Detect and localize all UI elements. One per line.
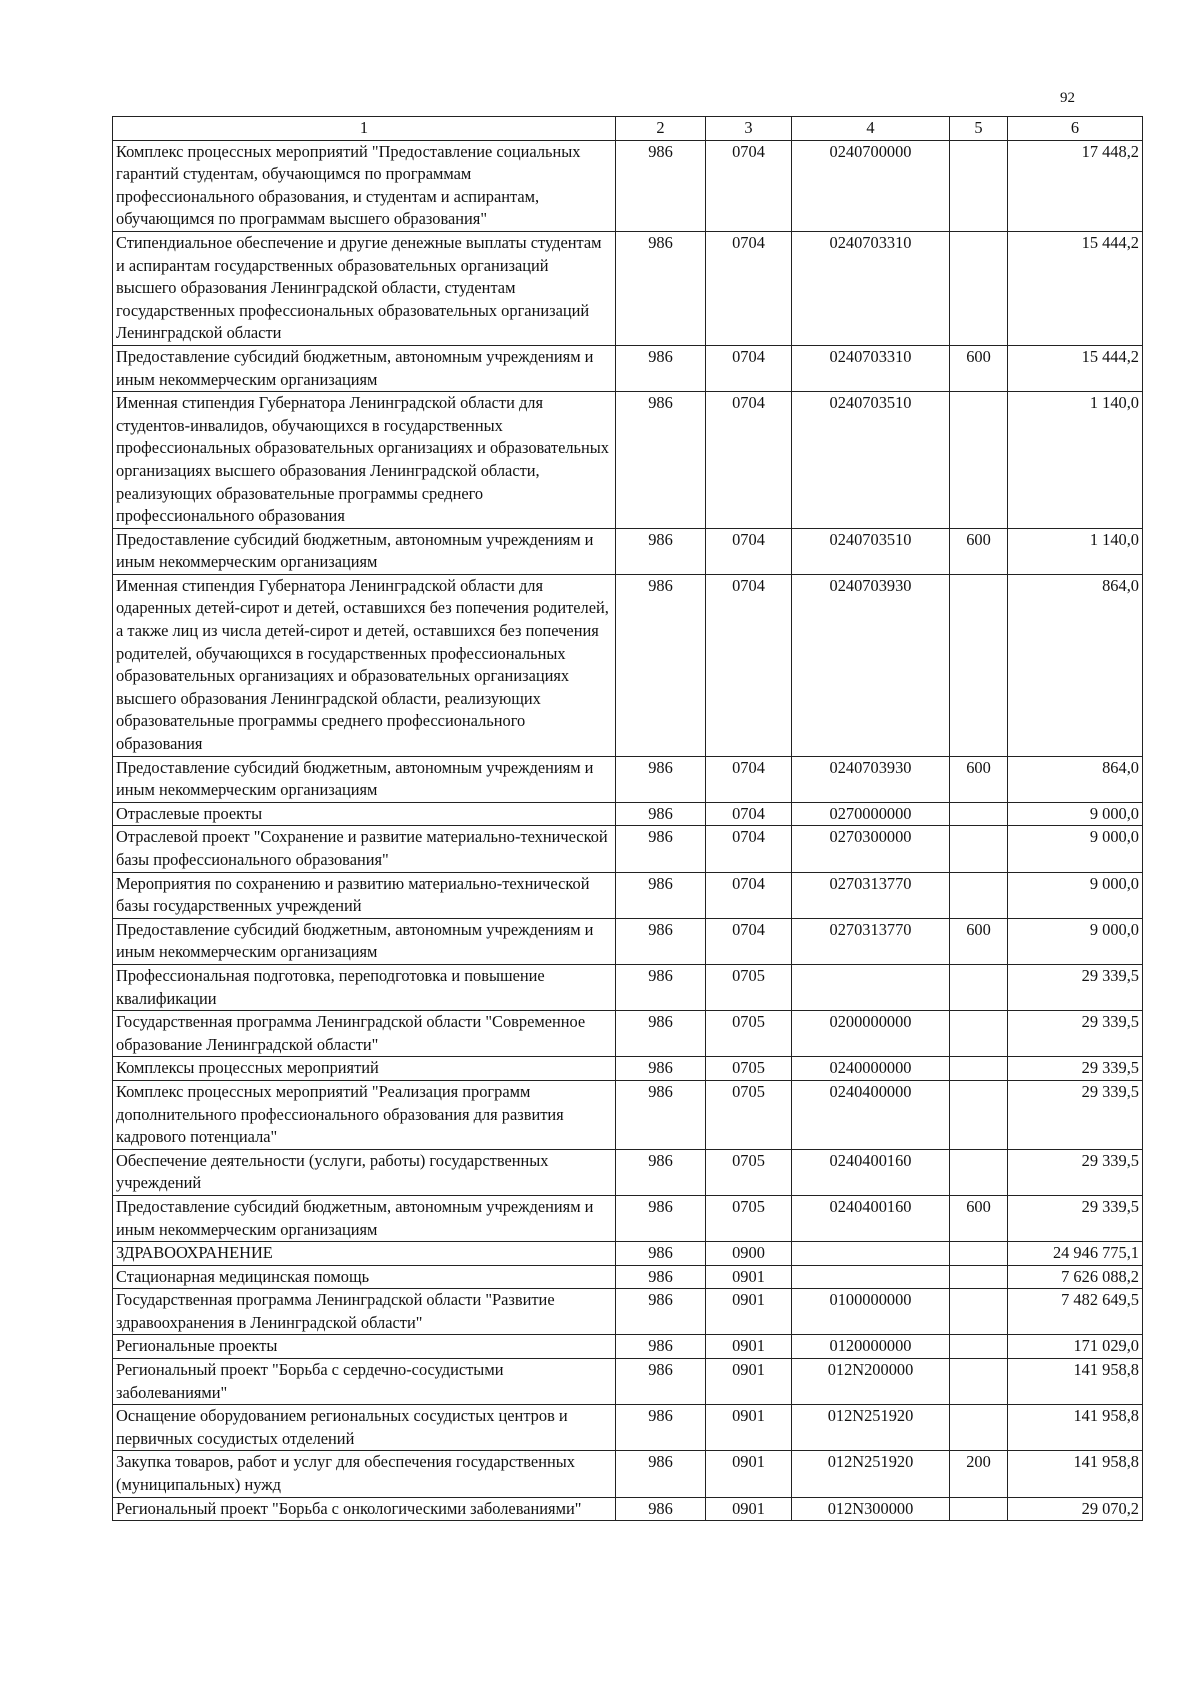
admin-code-cell: 986	[616, 872, 706, 918]
section-code-cell: 0901	[706, 1335, 792, 1359]
section-code-cell: 0901	[706, 1451, 792, 1497]
row-name-cell: Стипендиальное обеспечение и другие денежные выплаты студентам и аспирантам государственных образовательных организаций высшего образования Ленинградской области, студентам государственных профессиональных образовательных организаций Ленинградской области	[113, 231, 616, 345]
target-article-cell: 012N200000	[792, 1359, 950, 1405]
amount-cell: 29 070,2	[1008, 1497, 1143, 1521]
section-code-cell: 0705	[706, 1195, 792, 1241]
amount-cell: 141 958,8	[1008, 1405, 1143, 1451]
row-name-cell: Комплекс процессных мероприятий "Предоставление социальных гарантий студентам, обучающимся по программам профессионального образования, и студентам и аспирантам, обучающимся по программам высшего образования"	[113, 140, 616, 231]
admin-code-cell: 986	[616, 918, 706, 964]
section-code-cell: 0705	[706, 964, 792, 1010]
expense-type-cell	[950, 1335, 1008, 1359]
section-code-cell: 0705	[706, 1011, 792, 1057]
row-name-cell: Региональный проект "Борьба с онкологическими заболеваниями"	[113, 1497, 616, 1521]
table-row	[113, 574, 1143, 756]
section-code-cell: 0704	[706, 826, 792, 872]
target-article-cell: 0240700000	[792, 140, 950, 231]
section-code-cell: 0704	[706, 392, 792, 529]
amount-cell: 7 626 088,2	[1008, 1265, 1143, 1289]
section-code-cell: 0704	[706, 802, 792, 826]
section-code-cell: 0705	[706, 1080, 792, 1149]
amount-cell: 24 946 775,1	[1008, 1242, 1143, 1266]
admin-code-cell: 986	[616, 345, 706, 391]
expense-type-cell	[950, 872, 1008, 918]
expense-type-cell	[950, 1149, 1008, 1195]
row-name-cell: Предоставление субсидий бюджетным, автономным учреждениям и иным некоммерческим организациям	[113, 1195, 616, 1241]
expense-type-cell	[950, 964, 1008, 1010]
row-name-cell: Мероприятия по сохранению и развитию материально-технической базы государственных учреждений	[113, 872, 616, 918]
admin-code-cell: 986	[616, 1080, 706, 1149]
budget-table-body	[113, 117, 1143, 1521]
admin-code-cell: 986	[616, 1057, 706, 1081]
target-article-cell: 0240400160	[792, 1195, 950, 1241]
table-row	[113, 1451, 1143, 1497]
header-row	[113, 117, 1143, 141]
header-cell: 4	[792, 117, 950, 141]
admin-code-cell: 986	[616, 1451, 706, 1497]
expense-type-cell: 600	[950, 918, 1008, 964]
admin-code-cell: 986	[616, 1335, 706, 1359]
row-name-cell: Оснащение оборудованием региональных сосудистых центров и первичных сосудистых отделений	[113, 1405, 616, 1451]
admin-code-cell: 986	[616, 1359, 706, 1405]
table-row	[113, 826, 1143, 872]
amount-cell: 29 339,5	[1008, 1011, 1143, 1057]
target-article-cell	[792, 964, 950, 1010]
admin-code-cell: 986	[616, 392, 706, 529]
amount-cell: 171 029,0	[1008, 1335, 1143, 1359]
expense-type-cell	[950, 231, 1008, 345]
row-name-cell: Профессиональная подготовка, переподготовка и повышение квалификации	[113, 964, 616, 1010]
section-code-cell: 0704	[706, 872, 792, 918]
target-article-cell: 0100000000	[792, 1289, 950, 1335]
admin-code-cell: 986	[616, 964, 706, 1010]
admin-code-cell: 986	[616, 756, 706, 802]
section-code-cell: 0901	[706, 1497, 792, 1521]
expense-type-cell	[950, 1080, 1008, 1149]
amount-cell: 1 140,0	[1008, 528, 1143, 574]
section-code-cell: 0704	[706, 528, 792, 574]
expense-type-cell	[950, 1057, 1008, 1081]
amount-cell: 29 339,5	[1008, 1080, 1143, 1149]
header-cell: 5	[950, 117, 1008, 141]
table-row	[113, 802, 1143, 826]
expense-type-cell	[950, 574, 1008, 756]
table-row	[113, 1057, 1143, 1081]
row-name-cell: Предоставление субсидий бюджетным, автономным учреждениям и иным некоммерческим организациям	[113, 918, 616, 964]
row-name-cell: Именная стипендия Губернатора Ленинградской области для одаренных детей-сирот и детей, оставшихся без попечения родителей, а также лиц из числа детей-сирот и детей, оставшихся без попечения родителей, обучающихся в государственных профессиональных образовательных организациях и образовательных организациях высшего образования Ленинградской области, реализующих образовательные программы среднего профессионального образования	[113, 574, 616, 756]
amount-cell: 141 958,8	[1008, 1359, 1143, 1405]
amount-cell: 9 000,0	[1008, 918, 1143, 964]
expense-type-cell	[950, 1289, 1008, 1335]
admin-code-cell: 986	[616, 528, 706, 574]
row-name-cell: Государственная программа Ленинградской области "Современное образование Ленинградской области"	[113, 1011, 616, 1057]
amount-cell: 141 958,8	[1008, 1451, 1143, 1497]
admin-code-cell: 986	[616, 826, 706, 872]
table-row	[113, 1265, 1143, 1289]
amount-cell: 29 339,5	[1008, 964, 1143, 1010]
target-article-cell: 0120000000	[792, 1335, 950, 1359]
target-article-cell: 0240703930	[792, 574, 950, 756]
target-article-cell: 012N251920	[792, 1451, 950, 1497]
expense-type-cell	[950, 826, 1008, 872]
section-code-cell: 0704	[706, 231, 792, 345]
expense-type-cell	[950, 140, 1008, 231]
table-row	[113, 1359, 1143, 1405]
table-row	[113, 1011, 1143, 1057]
target-article-cell: 0240400160	[792, 1149, 950, 1195]
target-article-cell: 0270300000	[792, 826, 950, 872]
section-code-cell: 0901	[706, 1405, 792, 1451]
admin-code-cell: 986	[616, 1405, 706, 1451]
expense-type-cell: 600	[950, 528, 1008, 574]
table-row	[113, 1080, 1143, 1149]
table-row	[113, 1335, 1143, 1359]
row-name-cell: Предоставление субсидий бюджетным, автономным учреждениям и иным некоммерческим организациям	[113, 345, 616, 391]
table-row	[113, 231, 1143, 345]
target-article-cell: 012N300000	[792, 1497, 950, 1521]
amount-cell: 9 000,0	[1008, 872, 1143, 918]
header-cell: 2	[616, 117, 706, 141]
table-row	[113, 756, 1143, 802]
section-code-cell: 0705	[706, 1057, 792, 1081]
row-name-cell: Государственная программа Ленинградской области "Развитие здравоохранения в Ленинградской области"	[113, 1289, 616, 1335]
row-name-cell: ЗДРАВООХРАНЕНИЕ	[113, 1242, 616, 1266]
page-number: 92	[1060, 90, 1075, 106]
target-article-cell	[792, 1265, 950, 1289]
row-name-cell: Отраслевой проект "Сохранение и развитие материально-технической базы профессионального образования"	[113, 826, 616, 872]
section-code-cell: 0704	[706, 345, 792, 391]
amount-cell: 864,0	[1008, 756, 1143, 802]
amount-cell: 9 000,0	[1008, 826, 1143, 872]
amount-cell: 29 339,5	[1008, 1149, 1143, 1195]
target-article-cell: 0240703510	[792, 528, 950, 574]
admin-code-cell: 986	[616, 1011, 706, 1057]
table-row	[113, 918, 1143, 964]
target-article-cell: 0270313770	[792, 918, 950, 964]
target-article-cell: 0240000000	[792, 1057, 950, 1081]
section-code-cell: 0704	[706, 756, 792, 802]
expense-type-cell: 600	[950, 345, 1008, 391]
row-name-cell: Отраслевые проекты	[113, 802, 616, 826]
target-article-cell: 0240703930	[792, 756, 950, 802]
expense-type-cell: 600	[950, 756, 1008, 802]
section-code-cell: 0704	[706, 918, 792, 964]
expense-type-cell	[950, 802, 1008, 826]
admin-code-cell: 986	[616, 1497, 706, 1521]
target-article-cell: 0240703310	[792, 231, 950, 345]
target-article-cell: 0240703510	[792, 392, 950, 529]
table-row	[113, 964, 1143, 1010]
target-article-cell: 0200000000	[792, 1011, 950, 1057]
expense-type-cell	[950, 1242, 1008, 1266]
admin-code-cell: 986	[616, 1289, 706, 1335]
expense-type-cell: 200	[950, 1451, 1008, 1497]
admin-code-cell: 986	[616, 1265, 706, 1289]
header-cell: 6	[1008, 117, 1143, 141]
amount-cell: 17 448,2	[1008, 140, 1143, 231]
section-code-cell: 0901	[706, 1289, 792, 1335]
admin-code-cell: 986	[616, 231, 706, 345]
admin-code-cell: 986	[616, 574, 706, 756]
table-row	[113, 345, 1143, 391]
row-name-cell: Региональный проект "Борьба с сердечно-сосудистыми заболеваниями"	[113, 1359, 616, 1405]
table-row	[113, 140, 1143, 231]
admin-code-cell: 986	[616, 1195, 706, 1241]
amount-cell: 29 339,5	[1008, 1195, 1143, 1241]
row-name-cell: Комплексы процессных мероприятий	[113, 1057, 616, 1081]
expense-type-cell: 600	[950, 1195, 1008, 1241]
table-row	[113, 1149, 1143, 1195]
admin-code-cell: 986	[616, 1242, 706, 1266]
target-article-cell: 0240400000	[792, 1080, 950, 1149]
expense-type-cell	[950, 1359, 1008, 1405]
table-row	[113, 1405, 1143, 1451]
amount-cell: 29 339,5	[1008, 1057, 1143, 1081]
expense-type-cell	[950, 1497, 1008, 1521]
table-row	[113, 1497, 1143, 1521]
expense-type-cell	[950, 1011, 1008, 1057]
target-article-cell: 0270000000	[792, 802, 950, 826]
row-name-cell: Именная стипендия Губернатора Ленинградской области для студентов-инвалидов, обучающихся в государственных профессиональных образовательных организациях и образовательных организациях высшего образования Ленинградской области, реализующих образовательные программы среднего профессионального образования	[113, 392, 616, 529]
table-row	[113, 1289, 1143, 1335]
admin-code-cell: 986	[616, 1149, 706, 1195]
table-row	[113, 1242, 1143, 1266]
row-name-cell: Предоставление субсидий бюджетным, автономным учреждениям и иным некоммерческим организациям	[113, 528, 616, 574]
header-cell: 3	[706, 117, 792, 141]
target-article-cell	[792, 1242, 950, 1266]
table-row	[113, 528, 1143, 574]
admin-code-cell: 986	[616, 802, 706, 826]
amount-cell: 864,0	[1008, 574, 1143, 756]
row-name-cell: Комплекс процессных мероприятий "Реализация программ дополнительного профессионального образования для развития кадрового потенциала"	[113, 1080, 616, 1149]
target-article-cell: 0240703310	[792, 345, 950, 391]
table-row	[113, 392, 1143, 529]
amount-cell: 1 140,0	[1008, 392, 1143, 529]
amount-cell: 15 444,2	[1008, 231, 1143, 345]
expense-type-cell	[950, 1265, 1008, 1289]
section-code-cell: 0900	[706, 1242, 792, 1266]
row-name-cell: Обеспечение деятельности (услуги, работы) государственных учреждений	[113, 1149, 616, 1195]
section-code-cell: 0704	[706, 140, 792, 231]
section-code-cell: 0705	[706, 1149, 792, 1195]
admin-code-cell: 986	[616, 140, 706, 231]
expense-type-cell	[950, 1405, 1008, 1451]
amount-cell: 7 482 649,5	[1008, 1289, 1143, 1335]
header-cell: 1	[113, 117, 616, 141]
section-code-cell: 0704	[706, 574, 792, 756]
row-name-cell: Закупка товаров, работ и услуг для обеспечения государственных (муниципальных) нужд	[113, 1451, 616, 1497]
row-name-cell: Предоставление субсидий бюджетным, автономным учреждениям и иным некоммерческим организациям	[113, 756, 616, 802]
target-article-cell: 0270313770	[792, 872, 950, 918]
row-name-cell: Стационарная медицинская помощь	[113, 1265, 616, 1289]
section-code-cell: 0901	[706, 1265, 792, 1289]
target-article-cell: 012N251920	[792, 1405, 950, 1451]
table-row	[113, 872, 1143, 918]
section-code-cell: 0901	[706, 1359, 792, 1405]
expense-type-cell	[950, 392, 1008, 529]
budget-table	[112, 116, 1143, 1521]
table-row	[113, 1195, 1143, 1241]
amount-cell: 15 444,2	[1008, 345, 1143, 391]
amount-cell: 9 000,0	[1008, 802, 1143, 826]
row-name-cell: Региональные проекты	[113, 1335, 616, 1359]
